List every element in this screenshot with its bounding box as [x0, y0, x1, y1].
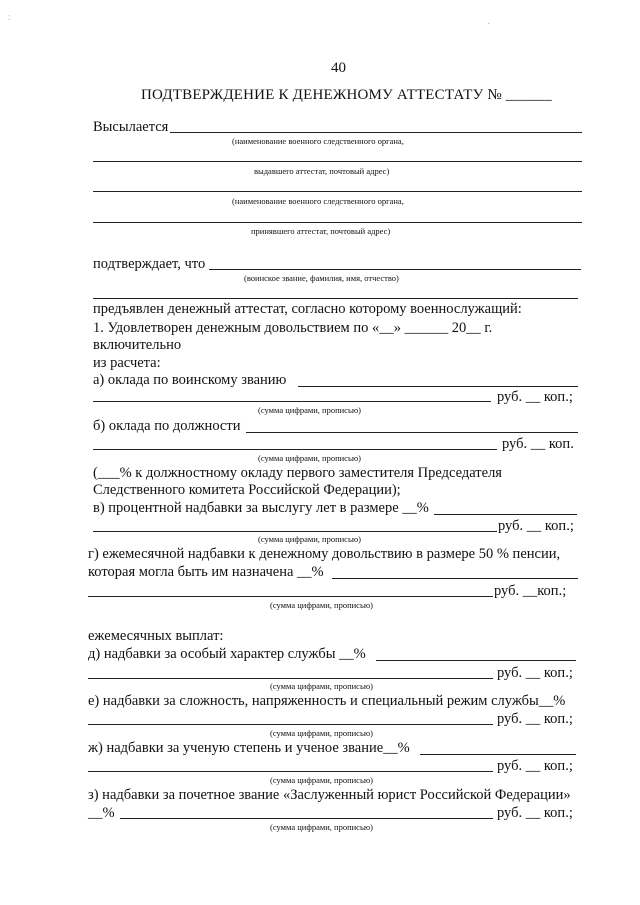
item-v: в) процентной надбавки за выслугу лет в размере __% — [93, 500, 429, 516]
item-g-line — [332, 578, 578, 579]
caption-sender-2: выдавшего аттестат, почтовый адрес) — [254, 166, 390, 176]
item-a-rub-kop: руб. __ коп.; — [497, 389, 573, 405]
item-a-line — [298, 386, 578, 387]
sender-line — [170, 132, 582, 133]
caption-sender-1: (наименование военного следственного органа, — [232, 136, 404, 146]
scan-mark: : — [8, 12, 11, 23]
caption-sum-d: (сумма цифрами, прописью) — [270, 681, 374, 691]
pct-note-1: (___% к должностному окладу первого заместителя Председателя — [93, 465, 502, 481]
person-line-2 — [93, 298, 578, 299]
confirms-label: подтверждает, что — [93, 256, 206, 272]
item-e-rub-kop: руб. __ коп.; — [497, 711, 573, 727]
sender-label: Высылается — [93, 119, 169, 135]
caption-person: (воинское звание, фамилия, имя, отчество) — [244, 273, 399, 283]
calc-from: из расчета: — [93, 355, 161, 371]
item-g-sum-line — [88, 596, 493, 597]
item-d-sum-line — [88, 678, 493, 679]
item-b-rub-kop: руб. __ коп. — [502, 436, 574, 452]
item-b-sum-line — [93, 449, 497, 450]
item-zh-sum-line — [88, 771, 493, 772]
sender-line-2 — [93, 161, 582, 162]
presented-text: предъявлен денежный аттестат, согласно которому военнослужащий: — [93, 301, 522, 317]
item-a: а) оклада по воинскому званию — [93, 372, 287, 388]
caption-sum-z: (сумма цифрами, прописью) — [270, 822, 374, 832]
item-d-rub-kop: руб. __ коп.; — [497, 665, 573, 681]
caption-sum-b: (сумма цифрами, прописью) — [258, 453, 362, 463]
item-zh: ж) надбавки за ученую степень и ученое звание__% — [88, 740, 410, 756]
item-v-sum-line — [93, 531, 497, 532]
item-zh-line — [420, 754, 576, 755]
item-b-line — [246, 432, 578, 433]
receiver-line-1 — [93, 191, 582, 192]
caption-sum-v: (сумма цифрами, прописью) — [258, 534, 362, 544]
form-title: ПОДТВЕРЖДЕНИЕ К ДЕНЕЖНОМУ АТТЕСТАТУ № ______ — [141, 87, 552, 103]
item-z-rub-kop: руб. __ коп.; — [497, 805, 573, 821]
item-e-sum-line — [88, 724, 493, 725]
item-z-pct: __% — [88, 805, 115, 821]
caption-receiver-2: принявшего аттестат, почтовый адрес) — [251, 226, 391, 236]
item-1-line: 1. Удовлетворен денежным довольствием по «__» ______ 20__ г. — [93, 320, 493, 336]
item-d-line — [376, 660, 576, 661]
item-z-sum-line — [120, 818, 493, 819]
item-v-rub-kop: руб. __ коп.; — [498, 518, 574, 534]
caption-receiver-1: (наименование военного следственного органа, — [232, 196, 404, 206]
item-d: д) надбавки за особый характер службы __% — [88, 646, 366, 662]
item-e: е) надбавки за сложность, напряженность и специальный режим службы__% — [88, 693, 566, 709]
caption-sum-e: (сумма цифрами, прописью) — [270, 728, 374, 738]
receiver-line-2 — [93, 222, 582, 223]
caption-sum-g: (сумма цифрами, прописью) — [270, 600, 374, 610]
scan-mark: · — [487, 19, 491, 30]
item-g-1: г) ежемесячной надбавки к денежному довольствию в размере 50 % пенсии, — [88, 546, 561, 562]
item-b: б) оклада по должности — [93, 418, 241, 434]
item-g-2: которая могла быть им назначена __% — [88, 564, 324, 580]
caption-sum-a: (сумма цифрами, прописью) — [258, 405, 362, 415]
item-1-line-2: включительно — [93, 337, 182, 353]
item-v-line — [434, 514, 577, 515]
monthly-label: ежемесячных выплат: — [88, 628, 224, 644]
pct-note-2: Следственного комитета Российской Федерации); — [93, 482, 401, 498]
person-line — [209, 269, 581, 270]
item-a-sum-line — [93, 401, 491, 402]
item-z: з) надбавки за почетное звание «Заслуженный юрист Российской Федерации» — [88, 787, 571, 803]
item-g-rub-kop: руб. __коп.; — [494, 583, 567, 599]
page-number: 40 — [331, 60, 346, 76]
caption-sum-zh: (сумма цифрами, прописью) — [270, 775, 374, 785]
item-zh-rub-kop: руб. __ коп.; — [497, 758, 573, 774]
